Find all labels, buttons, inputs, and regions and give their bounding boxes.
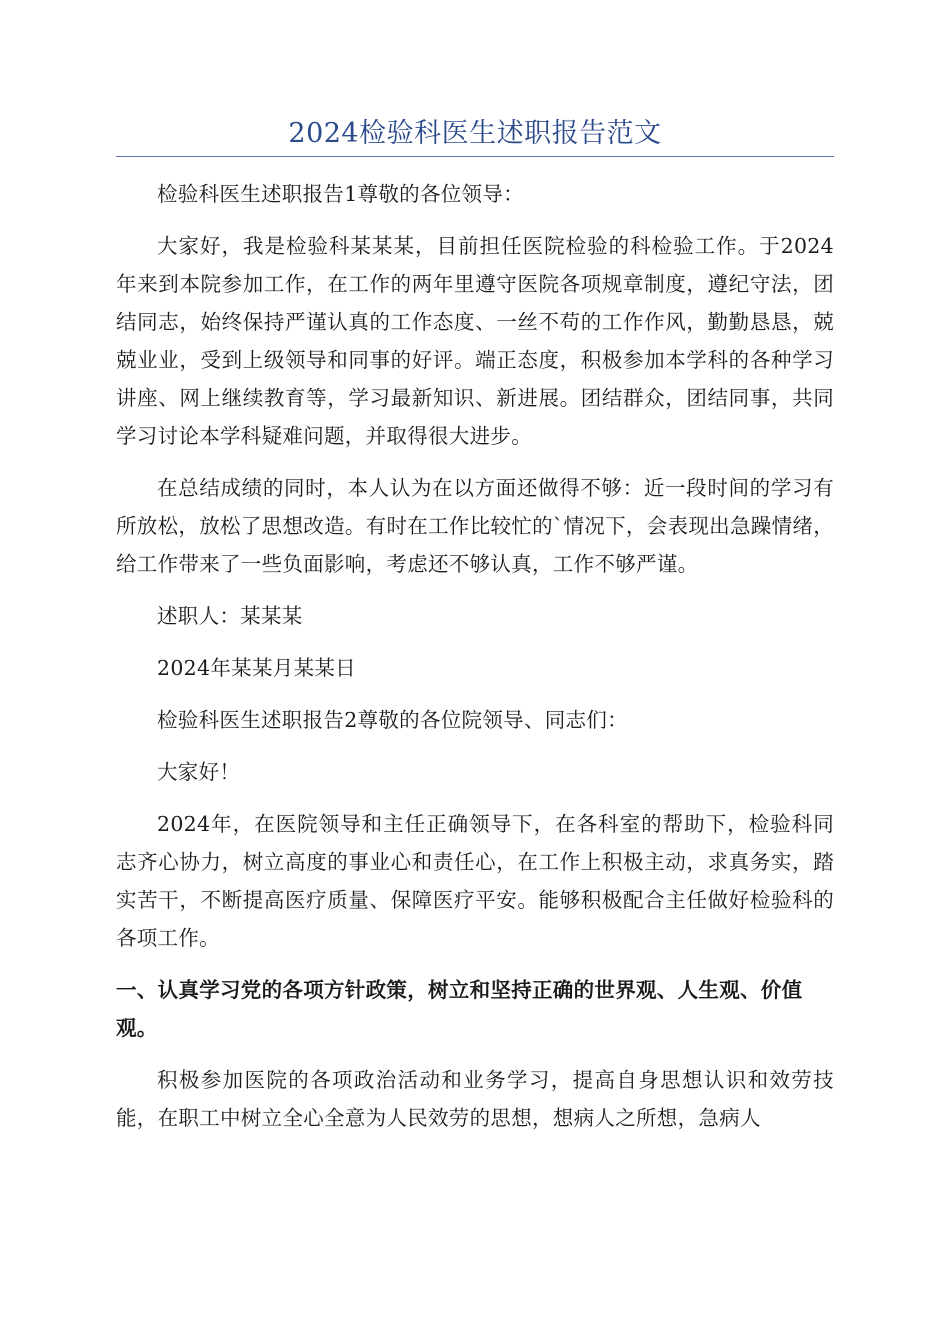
paragraph-report1-date: 2024年某某月某某日 xyxy=(157,656,356,680)
paragraph-section1-body: 积极参加医院的各项政治活动和业务学习，提高自身思想认识和效劳技能，在职工中树立全心全意为人民效劳的思想，想病人之所想，急病人 xyxy=(116,1068,834,1130)
paragraph-report2-greeting: 检验科医生述职报告2尊敬的各位院领导、同志们： xyxy=(157,708,628,732)
paragraph-report1-signature: 述职人：某某某 xyxy=(157,604,303,628)
section-heading-1: 一、认真学习党的各项方针政策，树立和坚持正确的世界观、人生观、价值观。 xyxy=(116,978,803,1040)
paragraph-report2-hello: 大家好！ xyxy=(157,760,241,784)
paragraph-report1-intro: 大家好，我是检验科某某某，目前担任医院检验的科检验工作。于2024年来到本院参加工作，在工作的两年里遵守医院各项规章制度，遵纪守法，团结同志，始终保持严谨认真的工作态度、一丝不苟的工作作风，勤勤恳恳，兢兢业业，受到上级领导和同事的好评。端正态度，积极参加本学科的各种学习讲座、网上继续教育等，学习最新知识、新进展。团结群众，团结同事，共同学习讨论本学科疑难问题，并取得很大进步。 xyxy=(116,234,834,448)
paragraph-report1-shortcomings: 在总结成绩的同时，本人认为在以方面还做得不够：近一段时间的学习有所放松，放松了思想改造。有时在工作比较忙的`情况下，会表现出急躁情绪，给工作带来了一些负面影响，考虑还不够认真，工作不够严谨。 xyxy=(116,476,834,576)
title-underline xyxy=(116,156,834,157)
document-title: 2024检验科医生述职报告范文 xyxy=(288,118,662,149)
paragraph-report1-greeting: 检验科医生述职报告1尊敬的各位领导： xyxy=(157,182,524,206)
paragraph-report2-summary: 2024年，在医院领导和主任正确领导下，在各科室的帮助下，检验科同志齐心协力，树立高度的事业心和责任心，在工作上积极主动，求真务实，踏实苦干，不断提高医疗质量、保障医疗平安。能够积极配合主任做好检验科的各项工作。 xyxy=(116,812,834,950)
